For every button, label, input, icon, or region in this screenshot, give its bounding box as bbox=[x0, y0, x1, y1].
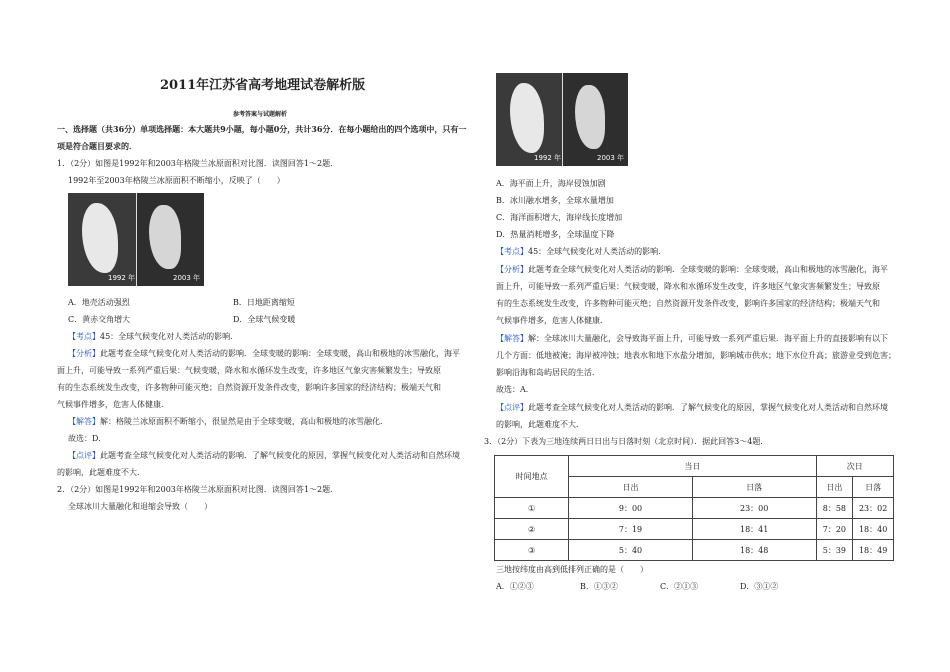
table-cell: 23：02 bbox=[853, 498, 894, 519]
q1-question: 1992年至2003年格陵兰冰原面积不断缩小，反映了（ ） bbox=[68, 176, 285, 185]
image-caption-2003-2: 2003 年 bbox=[597, 154, 625, 162]
q3-option-c: C．②①③ bbox=[660, 582, 699, 591]
greenland-comparison-image-2 bbox=[496, 73, 628, 166]
image-caption-1992-2: 1992 年 bbox=[534, 154, 562, 162]
q3-question: 三地按纬度由高到低排列正确的是（ ） bbox=[496, 565, 648, 574]
q1-option-a: A．地壳活动强烈 bbox=[68, 298, 130, 307]
q2-answer: 故选：A． bbox=[496, 385, 534, 394]
q1-fenxi-tag: 【分析】 bbox=[68, 349, 100, 358]
q2-fenxi-line3: 有的生态系统发生改变，许多物种可能灭绝；自然资源开发条件改变，影响许多国家的经济结构；极端天气和 bbox=[496, 299, 880, 308]
image-panel-1992-2 bbox=[496, 73, 562, 166]
table-cell: 18：49 bbox=[853, 540, 894, 561]
section-heading-line2: 项是符合题目要求的． bbox=[57, 141, 137, 151]
q1-dianping-tag: 【点评】 bbox=[68, 451, 100, 460]
q1-answer: 故选：D． bbox=[68, 434, 107, 443]
q1-kaodian bbox=[68, 331, 238, 342]
q2-option-b: B．冰川融水增多，全球水量增加 bbox=[496, 196, 614, 205]
image-panel-2003-2 bbox=[562, 73, 628, 166]
table-sunset-header-1: 日落 bbox=[692, 477, 816, 498]
q1-jieda-text: 解：格陵兰冰原面积不断缩小，很显然是由于全球变暖，高山和极地的冰雪融化． bbox=[100, 417, 388, 426]
q1-option-b: B．日地距离缩短 bbox=[233, 298, 295, 307]
table-cell-place: ① bbox=[495, 498, 569, 519]
q2-fenxi-tag: 【分析】 bbox=[496, 265, 528, 274]
q2-kaodian bbox=[496, 246, 666, 257]
table-cell: 18：48 bbox=[692, 540, 816, 561]
q2-jieda-line3: 影响沿海和岛屿居民的生活． bbox=[496, 368, 600, 377]
section-heading-line1: 一、选择题（共36分）单项选择题：本大题共9小题，每小题0分，共计36分．在每小题给出的四个选项中，只有一 bbox=[57, 124, 467, 134]
table-cell: 23：00 bbox=[692, 498, 816, 519]
table-cell: 8：58 bbox=[816, 498, 853, 519]
q2-jieda-line1 bbox=[496, 333, 888, 344]
q3-option-d: D．③①② bbox=[740, 582, 779, 591]
q2-fenxi-text1: 此题考查全球气候变化对人类活动的影响．全球变暖的影响：全球变暖，高山和极地的冰雪融化，海平 bbox=[528, 265, 888, 274]
q1-dianping-text1: 此题考查全球气候变化对人类活动的影响．了解气候变化的原因，掌握气候变化对人类活动和自然环境 bbox=[100, 451, 460, 460]
table-cell-place: ③ bbox=[495, 540, 569, 561]
image-panel-1992 bbox=[68, 193, 136, 286]
q1-dianping-line1 bbox=[68, 450, 460, 461]
q1-fenxi-line2: 面上升，可能导致一系列严重后果：气候变暖，降水和水循环发生改变，许多地区气象灾害频繁发生；导致原 bbox=[57, 366, 441, 375]
q1-kaodian-tag: 【考点】 bbox=[68, 332, 100, 341]
table-cell: 9：00 bbox=[569, 498, 693, 519]
table-sunrise-header-1: 日出 bbox=[569, 477, 693, 498]
q1-jieda bbox=[68, 416, 388, 427]
q2-option-a: A．海平面上升，海岸侵蚀加剧 bbox=[496, 179, 606, 188]
q1-fenxi-line4: 气候事件增多，危害人体健康． bbox=[57, 400, 169, 409]
q2-fenxi-line4: 气候事件增多，危害人体健康． bbox=[496, 316, 608, 325]
q3-stem: 3．（2分）下表为三地连续两日日出与日落时刻（北京时间）．据此回答3～4题． bbox=[484, 437, 769, 446]
q2-fenxi-line1 bbox=[496, 264, 888, 275]
sunrise-sunset-table bbox=[494, 455, 894, 561]
table-row bbox=[495, 498, 894, 519]
image-caption-2003: 2003 年 bbox=[173, 274, 201, 282]
q2-option-c: C．海洋面积增大，海岸线长度增加 bbox=[496, 213, 623, 222]
q1-jieda-tag: 【解答】 bbox=[68, 417, 100, 426]
q2-fenxi-line2: 面上升，可能导致一系列严重后果：气候变暖，降水和水循环发生改变，许多地区气象灾害频繁发生；导致原 bbox=[496, 282, 880, 291]
q3-option-b: B．①③② bbox=[580, 582, 618, 591]
table-header-row bbox=[495, 456, 894, 477]
image-panel-2003 bbox=[136, 193, 204, 286]
table-corner-cell: 时间地点 bbox=[495, 456, 569, 498]
q2-jieda-tag: 【解答】 bbox=[496, 334, 528, 343]
q2-option-d: D．热量消耗增多，全球温度下降 bbox=[496, 230, 615, 239]
q1-option-d: D．全球气候变暖 bbox=[233, 315, 296, 324]
table-row bbox=[495, 540, 894, 561]
q1-fenxi-line1 bbox=[68, 348, 460, 359]
table-sunrise-header-2: 日出 bbox=[816, 477, 853, 498]
table-day1-header: 当日 bbox=[569, 456, 816, 477]
q2-dianping-tag: 【点评】 bbox=[496, 403, 528, 412]
table-cell: 5：40 bbox=[569, 540, 693, 561]
q1-option-c: C．黄赤交角增大 bbox=[68, 315, 131, 324]
table-cell: 7：20 bbox=[816, 519, 853, 540]
q2-dianping-text1: 此题考查全球气候变化对人类活动的影响．了解气候变化的原因，掌握气候变化对人类活动和自然环境 bbox=[528, 403, 888, 412]
greenland-comparison-image bbox=[68, 193, 204, 286]
q2-dianping-line1 bbox=[496, 402, 888, 413]
table-cell: 18：40 bbox=[853, 519, 894, 540]
table-cell: 7：19 bbox=[569, 519, 693, 540]
table-sunset-header-2: 日落 bbox=[853, 477, 894, 498]
q3-option-a: A．①②③ bbox=[496, 582, 534, 591]
q1-stem: 1．（2分）如图是1992年和2003年格陵兰冰原面积对比图．读图回答1～2题． bbox=[57, 159, 339, 168]
table-cell-place: ② bbox=[495, 519, 569, 540]
table-cell: 5：39 bbox=[816, 540, 853, 561]
q1-kaodian-text: 45：全球气候变化对人类活动的影响． bbox=[100, 332, 239, 341]
q2-kaodian-tag: 【考点】 bbox=[496, 247, 528, 256]
q2-dianping-line2: 的影响，此题难度不大． bbox=[496, 420, 584, 429]
q2-jieda-line2: 几个方面：低地被淹；海岸被冲蚀；地表水和地下水盐分增加，影响城市供水；地下水位升高；旅游业受到危害； bbox=[496, 351, 896, 360]
q1-dianping-line2: 的影响，此题难度不大． bbox=[57, 468, 145, 477]
q2-jieda-text1: 解：全球冰川大量融化，会导致海平面上升，可能导致一系列严重后果．海平面上升的直接影响有以下 bbox=[528, 334, 888, 343]
q2-stem: 2．（2分）如图是1992年和2003年格陵兰冰原面积对比图．读图回答1～2题． bbox=[57, 485, 339, 494]
q2-question: 全球冰川大量融化和退缩会导致（ ） bbox=[68, 502, 212, 511]
image-caption-1992: 1992 年 bbox=[108, 274, 136, 282]
q2-kaodian-text: 45：全球气候变化对人类活动的影响． bbox=[528, 247, 667, 256]
page-title: 2011年江苏省高考地理试卷解析版 bbox=[160, 78, 366, 93]
q1-fenxi-line3: 有的生态系统发生改变，许多物种可能灭绝；自然资源开发条件改变，影响许多国家的经济结构；极端天气和 bbox=[57, 383, 441, 392]
table-cell: 18：41 bbox=[692, 519, 816, 540]
q1-fenxi-text1: 此题考查全球气候变化对人类活动的影响．全球变暖的影响：全球变暖，高山和极地的冰雪融化，海平 bbox=[100, 349, 460, 358]
page-subtitle: 参考答案与试题解析 bbox=[233, 111, 288, 118]
table-day2-header: 次日 bbox=[816, 456, 893, 477]
table-row bbox=[495, 519, 894, 540]
